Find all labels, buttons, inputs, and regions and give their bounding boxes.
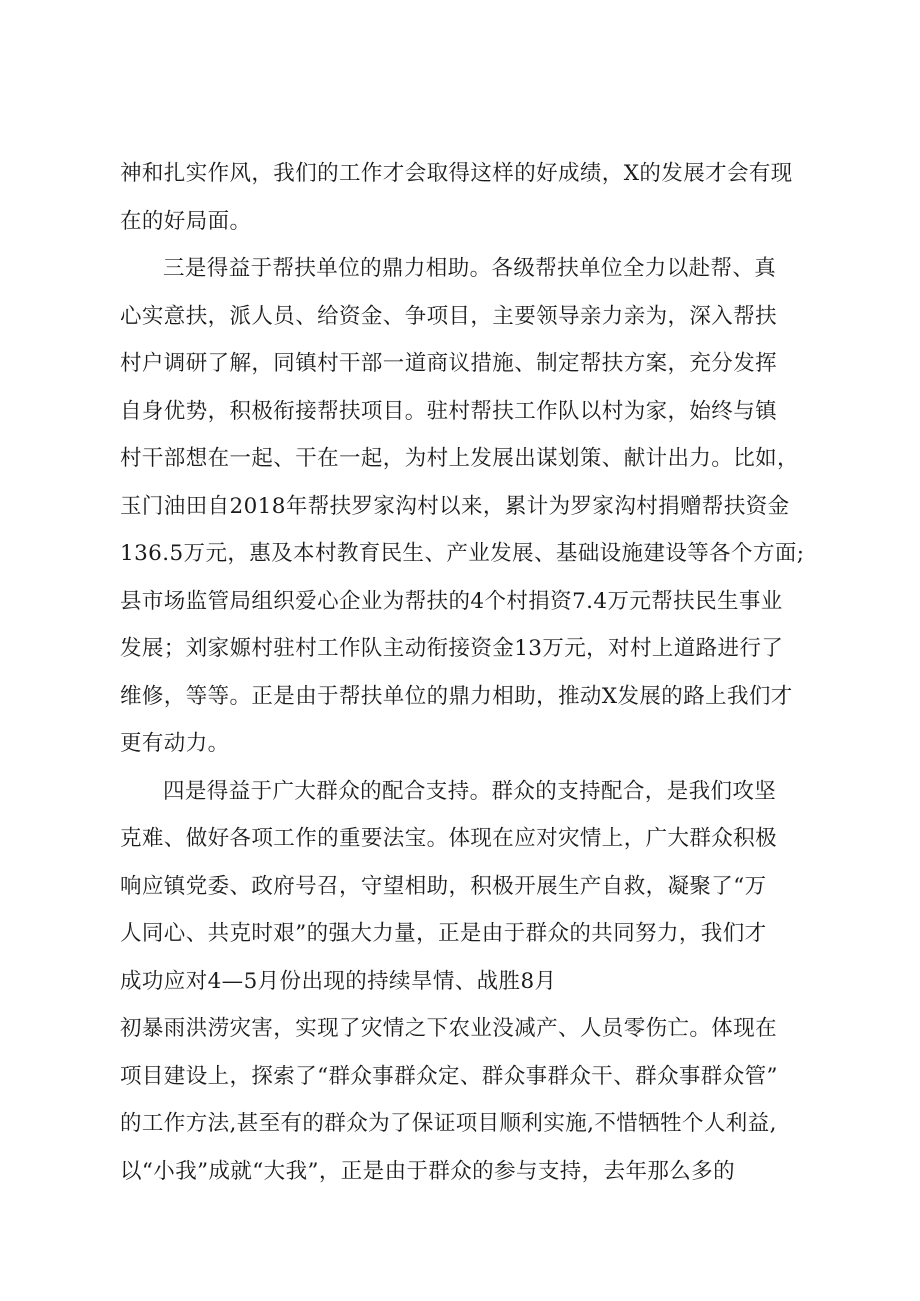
text-line: 的工作方法,甚至有的群众为了保证项目顺利实施,不惜牺牲个人利益, — [120, 1111, 777, 1136]
text-line: 县市场监管局组织爱心企业为帮扶的4个村捐资7.4万元帮扶民生事业 — [120, 588, 783, 614]
text-line: 克难、做好各项工作的重要法宝。体现在应对灾情上，广大群众积极 — [120, 826, 778, 851]
document-body — [120, 150, 810, 1195]
text-line: 神和扎实作风，我们的工作才会取得这样的好成绩，X的发展才会有现 — [120, 161, 793, 186]
text-line: 136.5万元，惠及本村教育民生、产业发展、基础设施建设等各个方面; — [120, 541, 805, 566]
text-line: 心实意扶，派人员、给资金、争项目，主要领导亲力亲为，深入帮扶 — [120, 303, 778, 329]
text-line: 自身优势，积极衔接帮扶项目。驻村帮扶工作队以村为家，始终与镇 — [120, 398, 778, 424]
text-line: 维修，等等。正是由于帮扶单位的鼎力相助，推动X发展的路上我们才 — [120, 683, 793, 709]
text-line: 成功应对4—5月份出现的持续旱情、战胜8月 — [120, 968, 557, 994]
text-line: 发展；刘家嫄村驻村工作队主动衔接资金13万元，对村上道路进行了 — [120, 636, 784, 661]
text-line: 更有动力。 — [120, 731, 230, 756]
text-line: 以“小我”成就“大我”，正是由于群众的参与支持，去年那么多的 — [120, 1158, 735, 1184]
text-line: 玉门油田自2018年帮扶罗家沟村以来，累计为罗家沟村捐赠帮扶资金 — [120, 493, 790, 519]
text-line: 人同心、共克时艰”的强大力量，正是由于群众的共同努力，我们才 — [120, 921, 767, 946]
text-line: 初暴雨洪涝灾害，实现了灾情之下农业没减产、人员零伤亡。体现在 — [120, 1016, 778, 1041]
paragraph-heading-line: 三是得益于帮扶单位的鼎力相助。各级帮扶单位全力以赴帮、真 — [163, 256, 777, 281]
text-line: 村干部想在一起、干在一起，为村上发展出谋划策、献计出力。比如， — [120, 446, 799, 471]
text-line: 在的好局面。 — [120, 208, 252, 234]
text-line: 响应镇党委、政府号召，守望相助，积极开展生产自救，凝聚了“万 — [120, 873, 767, 899]
paragraph-heading-line: 四是得益于广大群众的配合支持。群众的支持配合，是我们攻坚 — [163, 778, 777, 804]
text-line: 项目建设上，探索了“群众事群众定、群众事群众干、群众事群众管” — [120, 1063, 778, 1089]
text-line: 村户调研了解，同镇村干部一道商议措施、制定帮扶方案，充分发挥 — [120, 351, 778, 376]
